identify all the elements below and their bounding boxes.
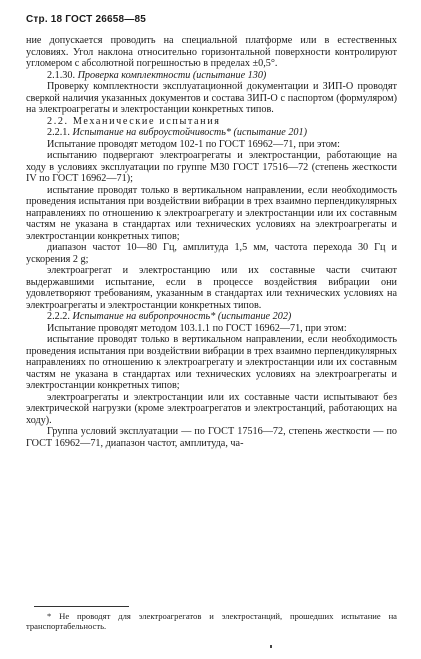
- footnote-text: * Не проводят для электроагрегатов и электростанций, прошедших испытание на транспортабельность.: [26, 611, 397, 631]
- paragraph-completeness: Проверку комплектности эксплуатационной документации и ЗИП-О проводят сверкой наличия указанных документов и состава ЗИП-О с паспортом (формуляром) на электроагрегаты и электростанции конкретных типов.: [26, 81, 397, 115]
- print-mark: [270, 645, 272, 648]
- paragraph-no-load: электроагрегаты и электростанции или их составные части испытывают без электрической нагрузки (кроме электроагрегатов и электростанций, работающих на ходу).: [26, 391, 397, 426]
- section-2-2-1-heading: [26, 127, 397, 139]
- paragraph-method-102: Испытание проводят методом 102-1 по ГОСТ 16962—71, при этом:: [47, 138, 340, 150]
- paragraph-vertical-direction: испытание проводят только в вертикальном направлении, если необходимость проведения испытания при воздействии вибрации в трех взаимно перпендикулярных направлениях по отношению к электроагрегату и электростанции или их составным частям не указана в стандартах или технических условиях на электроагрегаты и электростанции конкретных типов;: [26, 184, 397, 242]
- paragraph-conditions-group: Группа условий эксплуатации — по ГОСТ 17516—72, степень жесткости — по ГОСТ 16962—71, диапазон частот, амплитуда, ча-: [26, 426, 397, 449]
- paragraph-vertical-direction-2: испытание проводят только в вертикальном направлении, если необходимость проведения испытания при воздействии вибрации в трех взаимно перпендикулярных направлениях по отношению к электроагрегату и электростанции или их составным частям не указана в стандартах или технических условиях на электроагрегаты и электростанции конкретных типов;: [26, 334, 397, 391]
- section-number: 2.2.2.: [47, 311, 70, 322]
- paragraph-method-103: Испытание проводят методом 103.1.1 по ГОСТ 16962—71, при этом:: [47, 322, 347, 334]
- paragraph-passed-test: электроагрегат и электростанцию или их составные части считают выдержавшими испытание, если в процессе воздействия вибрации они удовлетворяют требованиям, указанным в стандартах или технических условиях на электроагрегаты и электростанции конкретных типов.: [26, 265, 397, 311]
- paragraph-continuation: ние допускается проводить на специальной платформе или в естественных условиях. Угол наклона относительно горизонтальной поверхности контролируют угломером с абсолютной погрешностью в пределах ±0,5°.: [26, 35, 397, 69]
- section-number: 2.1.30.: [47, 69, 76, 81]
- section-2-1-30-heading: [26, 70, 397, 82]
- section-2-2-heading: 2.2. Механические испытания: [47, 115, 221, 127]
- footnote-divider: [34, 606, 129, 607]
- section-title: Испытание на вибропрочность* (испытание 202): [72, 311, 292, 322]
- section-title: Проверка комплектности (испытание 130): [77, 69, 267, 81]
- footnote-area: [26, 606, 397, 631]
- paragraph-frequency-range: диапазон частот 10—80 Гц, амплитуда 1,5 мм, частота перехода 30 Гц и ускорения 2 g;: [26, 242, 397, 265]
- section-title: Испытание на виброустойчивость* (испытание 201): [72, 127, 307, 138]
- paragraph-subjected: испытанию подвергают электроагрегаты и электростанции, работающие на ходу в условиях эксплуатации по группе М30 ГОСТ 17516—72 (степень жесткости IV по ГОСТ 16962—71);: [26, 150, 397, 184]
- document-page: [26, 14, 397, 449]
- section-2-2-2-heading: [26, 311, 397, 323]
- section-number: 2.2.1.: [47, 127, 70, 138]
- page-header: Стр. 18 ГОСТ 26658—85: [26, 14, 146, 25]
